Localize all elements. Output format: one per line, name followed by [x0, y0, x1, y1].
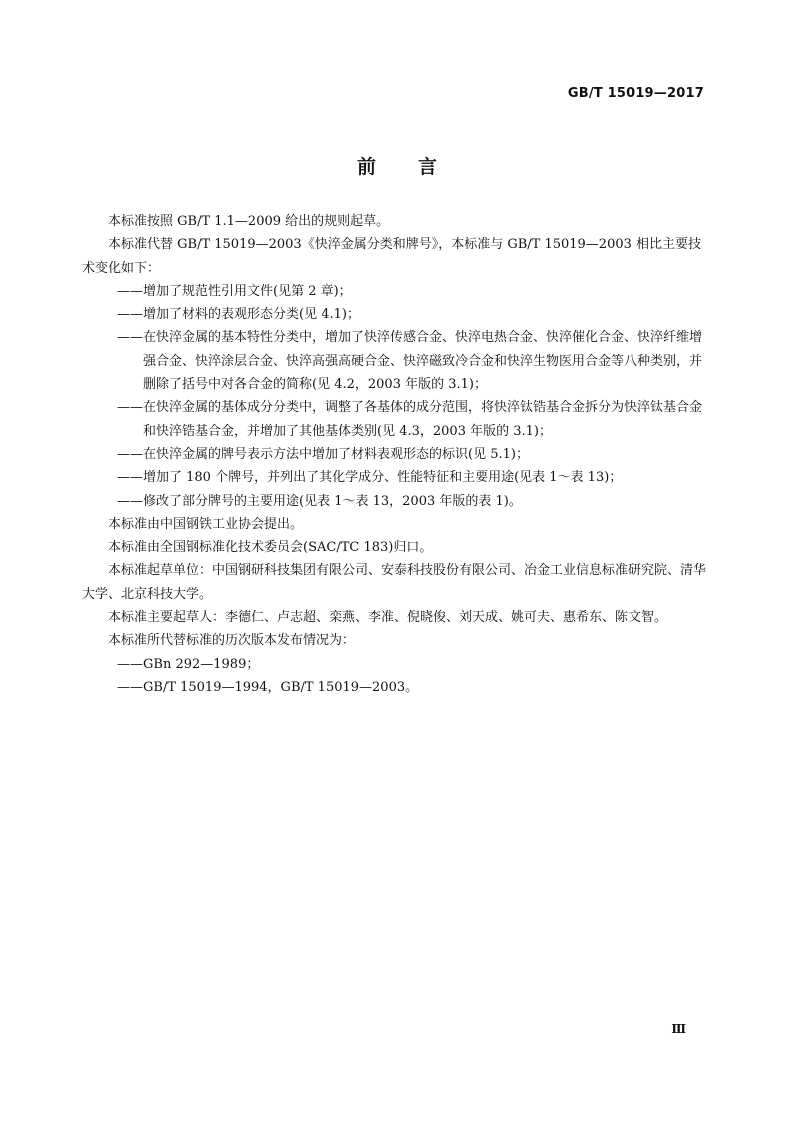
paragraph-proposed-by: 本标准由中国钢铁工业协会提出。	[108, 516, 304, 532]
list-item-change: ——增加了规范性引用文件(见第 2 章)；	[117, 283, 352, 299]
list-item-change: ——在快淬金属的基体成分分类中，调整了各基体的成分范围，将快淬钛锆基合金拆分为快淬钛基合金和快淬锆基合金，并增加了其他基体类别(见 4.3，2003 年版的 3.1)；	[117, 400, 703, 439]
list-item-change: ——增加了 180 个牌号，并列出了其化学成分、性能特征和主要用途(见表 1～表 13)；	[117, 470, 623, 486]
page-title	[0, 152, 794, 179]
paragraph-history-intro: 本标准所代替标准的历次版本发布情况为：	[108, 633, 356, 649]
paragraph-administered-by: 本标准由全国钢标准化技术委员会(SAC/TC 183)归口。	[108, 540, 433, 556]
title-char-2: 言	[418, 156, 438, 178]
foreword-body	[82, 210, 710, 699]
list-item-change: ——在快淬金属的牌号表示方法中增加了材料表观形态的标识(见 5.1)；	[117, 446, 529, 462]
list-item-history: ——GBn 292—1989；	[117, 656, 260, 672]
paragraph-drafting-units: 本标准起草单位：中国钢研科技集团有限公司、安泰科技股份有限公司、冶金工业信息标准研究院、清华大学、北京科技大学。	[82, 563, 707, 602]
page-number: Ⅲ	[671, 1022, 686, 1036]
list-item-change: ——在快淬金属的基本特性分类中，增加了快淬传感合金、快淬电热合金、快淬催化合金、快淬纤维增强合金、快淬涂层合金、快淬高强高硬合金、快淬磁致冷合金和快淬生物医用合金等八种类别，并删除了括号中对各合金的简称(见 4.2，2003 年版的 3.1)；	[117, 330, 703, 393]
list-item-change: ——增加了材料的表观形态分类(见 4.1)；	[117, 307, 360, 323]
paragraph-drafters: 本标准主要起草人：李德仁、卢志超、栾燕、李准、倪晓俊、刘天成、姚可夫、惠希东、陈文智。	[108, 610, 668, 626]
standard-code: GB/T 15019—2017	[567, 86, 704, 101]
title-char-1: 前	[356, 156, 376, 178]
paragraph-drafting-rules: 本标准按照 GB/T 1.1—2009 给出的规则起草。	[108, 214, 390, 229]
list-item-change: ——修改了部分牌号的主要用途(见表 1～表 13，2003 年版的表 1)。	[117, 493, 522, 509]
paragraph-replaces: 本标准代替 GB/T 15019—2003《快淬金属分类和牌号》，本标准与 GB/T 15019—2003 相比主要技术变化如下：	[82, 237, 702, 276]
list-item-history: ——GB/T 15019—1994，GB/T 15019—2003。	[117, 679, 419, 695]
